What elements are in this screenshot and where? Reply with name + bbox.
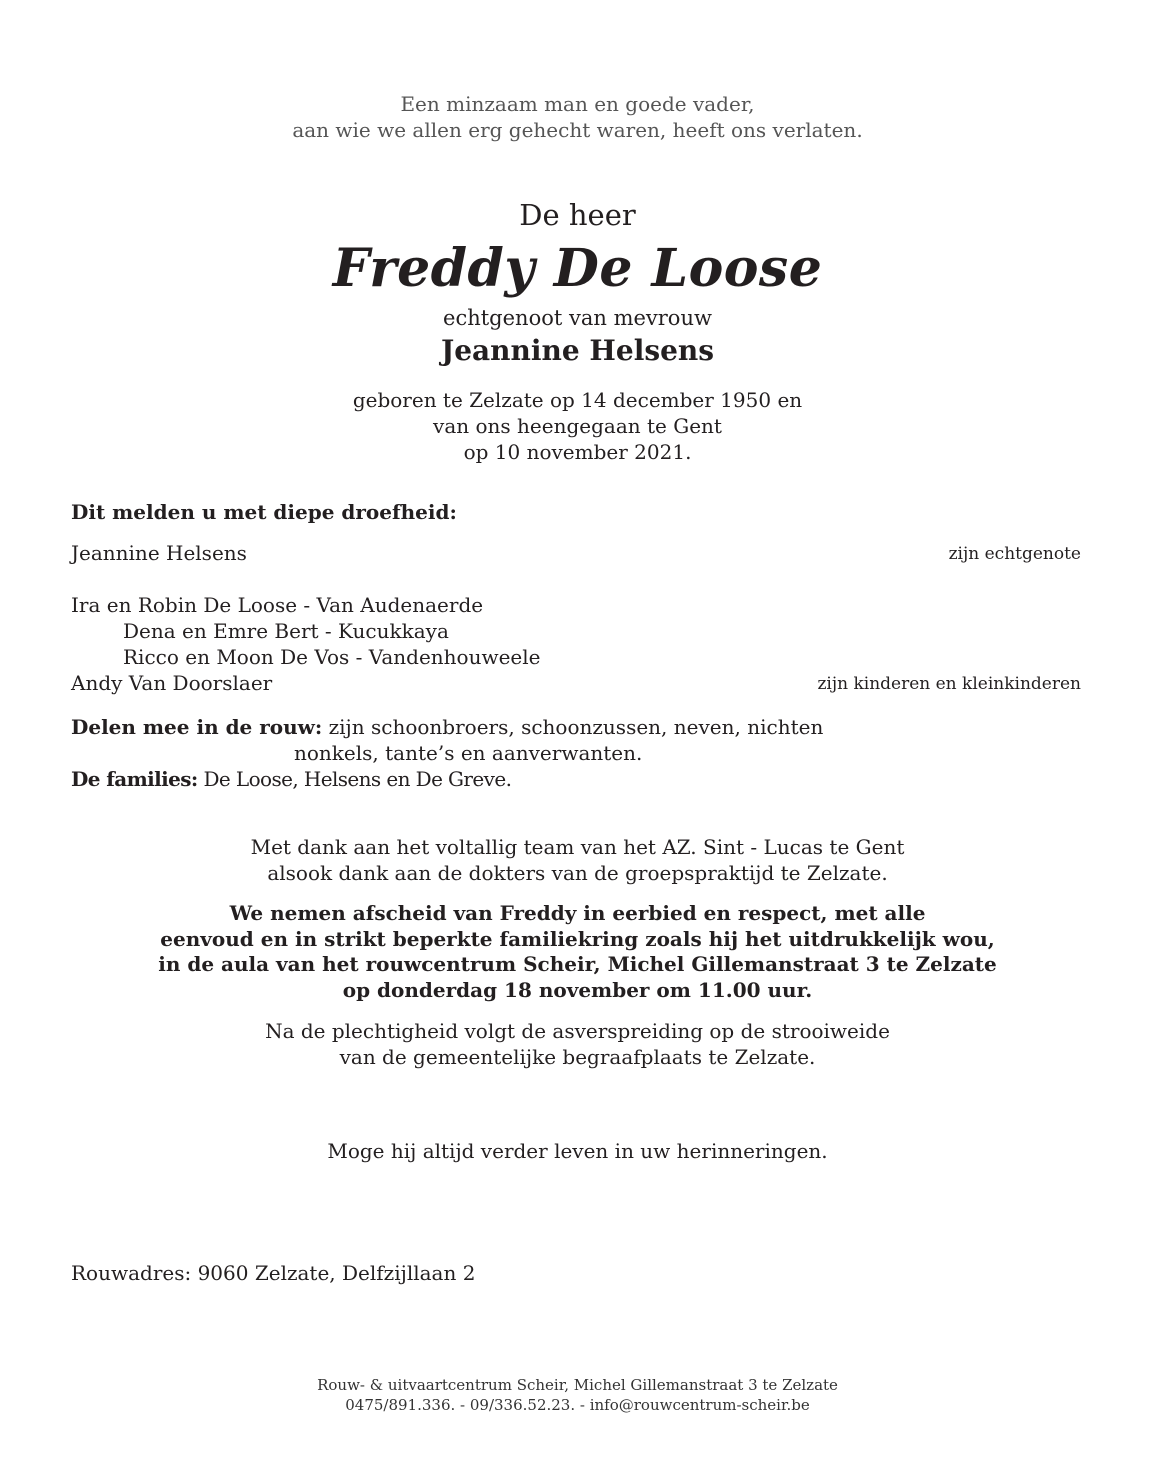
share-line-2: nonkels, tante’s en aanverwanten.	[294, 741, 643, 765]
spouse-row-name: Jeannine Helsens	[71, 541, 247, 565]
closing-text: Moge hij altijd verder leven in uw herinneringen.	[327, 1139, 828, 1163]
grandchild-row-1: Dena en Emre Bert - Kucukkaya	[123, 619, 449, 643]
share-label: Delen mee in de rouw:	[71, 715, 323, 739]
share-line-1: zijn schoonbroers, schoonzussen, neven, nichten	[322, 715, 824, 739]
life-line-2: van ons heengegaan te Gent	[433, 414, 722, 438]
share-row	[71, 714, 1081, 740]
deceased-relation: echtgenoot van mevrouw	[443, 306, 712, 330]
announcement-heading: Dit melden u met diepe droefheid:	[71, 500, 457, 524]
ceremony-line-2: eenvoud en in strikt beperkte familiekring zoals hij het uitdrukkelijk wou,	[160, 926, 995, 951]
life-line-3: op 10 november 2021.	[463, 440, 692, 464]
intro-text	[0, 91, 1155, 143]
deceased-name: Freddy De Loose	[332, 238, 823, 299]
footer-line-1: Rouw- & uitvaartcentrum Scheir, Michel Gillemanstraat 3 te Zelzate	[317, 1376, 838, 1394]
ashes-line-1: Na de plechtigheid volgt de asverspreiding op de strooiweide	[265, 1019, 890, 1043]
thanks-text	[0, 834, 1155, 886]
intro-line-2: aan wie we allen erg gehecht waren, heeft ons verlaten.	[292, 118, 863, 142]
deceased-title: De heer	[519, 198, 636, 232]
intro-line-1: Een minzaam man en goede vader,	[400, 92, 755, 116]
families-text: De Loose, Helsens en De Greve.	[197, 767, 512, 791]
life-dates	[0, 387, 1155, 465]
ceremony-line-1: We nemen afscheid van Freddy in eerbied en respect, met alle	[229, 901, 926, 925]
grandchild-row-2: Ricco en Moon De Vos - Vandenhouweele	[123, 645, 541, 669]
ashes-text	[0, 1018, 1155, 1070]
ceremony-line-4: op donderdag 18 november om 11.00 uur.	[342, 977, 813, 1002]
families-row	[71, 766, 1081, 792]
ashes-line-2: van de gemeentelijke begraafplaats te Zelzate.	[339, 1045, 816, 1069]
child-row-2: Andy Van Doorslaer	[71, 671, 273, 695]
footer	[0, 1375, 1155, 1415]
ceremony-text	[0, 901, 1155, 1003]
thanks-line-2: alsook dank aan de dokters van de groepspraktijd te Zelzate.	[267, 861, 888, 885]
spouse-name: Jeannine Helsens	[440, 334, 715, 367]
footer-line-2: 0475/891.336. - 09/336.52.23. - info@rouwcentrum-scheir.be	[345, 1396, 810, 1414]
mourning-address: Rouwadres: 9060 Zelzate, Delfzijllaan 2	[71, 1261, 476, 1285]
child-row-1: Ira en Robin De Loose - Van Audenaerde	[71, 593, 484, 617]
spouse-role: zijn echtgenote	[948, 544, 1081, 564]
ceremony-line-3: in de aula van het rouwcentrum Scheir, Michel Gillemanstraat 3 te Zelzate	[158, 952, 997, 976]
thanks-line-1: Met dank aan het voltallig team van het AZ. Sint - Lucas te Gent	[250, 835, 905, 859]
spouse-row	[71, 540, 1081, 566]
life-line-1: geboren te Zelzate op 14 december 1950 en	[352, 388, 803, 412]
children-role: zijn kinderen en kleinkinderen	[817, 674, 1081, 694]
families-label: De families:	[71, 767, 198, 791]
